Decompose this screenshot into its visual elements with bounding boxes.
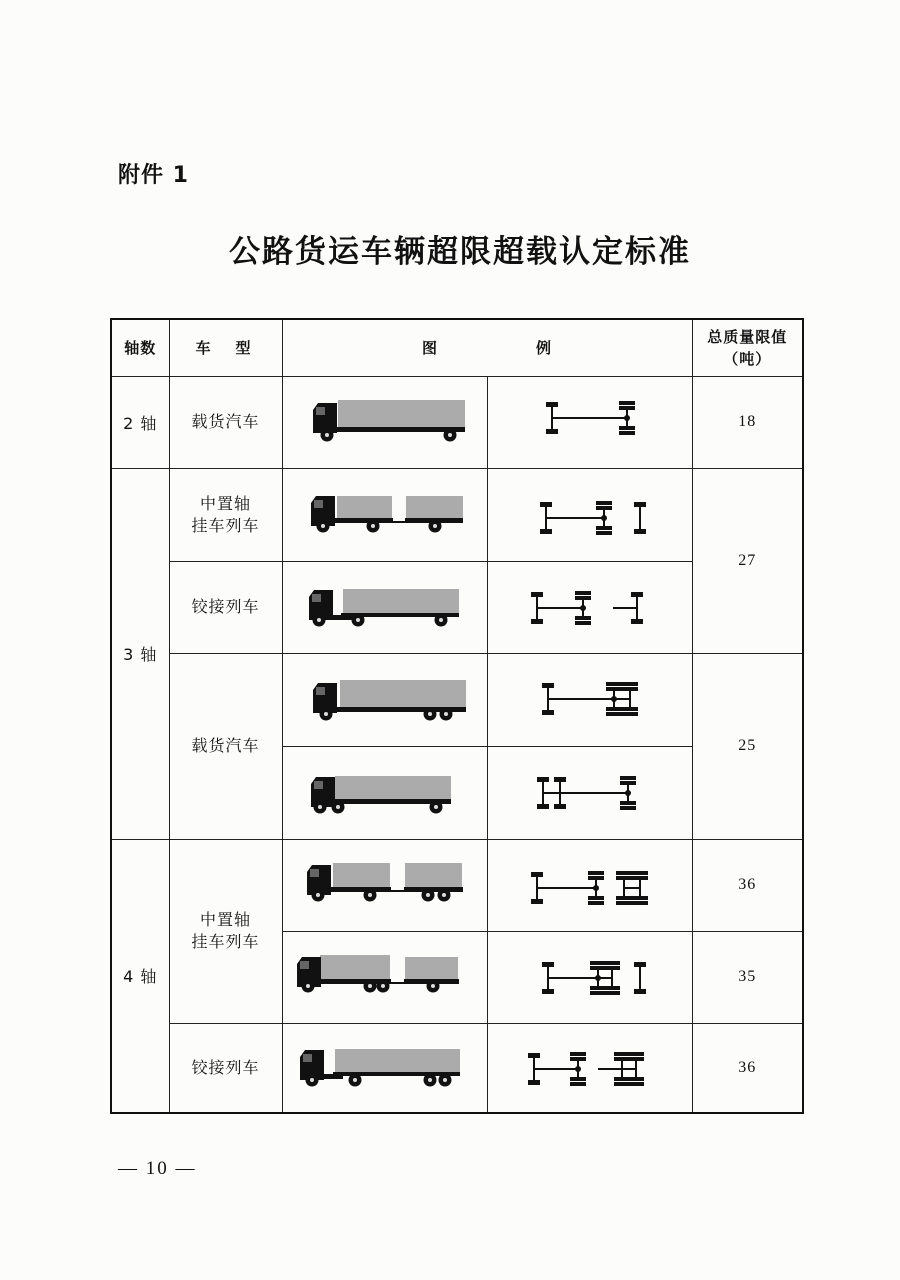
- articulated-4-axle-illustration: [283, 1024, 488, 1112]
- wheel: [363, 980, 376, 993]
- wheel: [316, 519, 329, 532]
- header-figure: [282, 319, 692, 376]
- vehicle-type-cell: [169, 376, 282, 468]
- vehicle-type-line: 挂车列车: [191, 932, 260, 951]
- axle-diagram-2-axle: [488, 378, 693, 466]
- table-row: [111, 1023, 803, 1113]
- axle-diagram-4-axle-articulated: [488, 1024, 693, 1112]
- wheel: [421, 889, 434, 902]
- wheel: [313, 800, 326, 813]
- wheel: [376, 980, 389, 993]
- wheel: [311, 889, 324, 902]
- wheel: [423, 1073, 436, 1086]
- vehicle-type-line: 铰接列车: [191, 1057, 260, 1077]
- drawbar: [391, 521, 407, 523]
- header-figure-right: 例: [536, 339, 553, 358]
- header-figure-left: 图: [421, 339, 438, 358]
- weight-limit-cell: 36: [692, 1023, 803, 1113]
- vehicle-type-cell: [169, 653, 282, 839]
- wheel: [443, 429, 456, 442]
- vehicle-type-cell: [169, 561, 282, 653]
- table-row: [111, 376, 803, 468]
- vehicle-picture-cell: [282, 561, 487, 653]
- wheel: [320, 429, 333, 442]
- page-title: 公路货运车辆超限超载认定标准: [229, 234, 691, 270]
- axle-diagram-3-axle-trailer: [488, 471, 693, 559]
- table-row: [111, 653, 803, 746]
- vehicle-picture-cell: [282, 468, 487, 561]
- header-weight-limit-line1: 总质量限值: [707, 327, 788, 346]
- header-vehicle-type-label: 车 型: [195, 339, 256, 358]
- vehicle-picture-cell: [282, 931, 487, 1023]
- cargo-box: [337, 496, 392, 519]
- wheel: [305, 1073, 318, 1086]
- truck-3-axle-rear-tandem-illustration: [283, 656, 488, 744]
- trailer-cargo-box: [405, 863, 462, 888]
- wheel: [331, 800, 344, 813]
- vehicle-type-line: 载货汽车: [191, 412, 260, 431]
- cargo-box: [320, 955, 390, 980]
- trailer-chassis: [404, 887, 463, 892]
- drive-hub: [595, 975, 601, 981]
- axle-diagram-3-axle-front-tandem: [488, 749, 693, 837]
- trailer-cargo-box: [405, 957, 458, 980]
- cargo-box: [340, 680, 466, 708]
- weight-limit-cell: 35: [692, 931, 803, 1023]
- axle-diagram-cell: [487, 376, 692, 468]
- weight-limit-cell: 36: [692, 839, 803, 931]
- truck-2-axle-illustration: [283, 378, 488, 466]
- vehicle-picture-cell: [282, 746, 487, 839]
- overload-standard-table: [110, 318, 804, 1114]
- header-vehicle-type: [169, 319, 282, 376]
- page-number: — 10 —: [118, 1158, 197, 1179]
- wheel: [312, 614, 325, 627]
- axle-diagram-cell: [487, 561, 692, 653]
- trailer-cargo-box: [406, 496, 463, 519]
- truck-trailer-4-axle-illustration: [283, 841, 488, 929]
- trailer-single-axle: [634, 962, 646, 994]
- wheel: [426, 980, 439, 993]
- vehicle-type-cell: [169, 1023, 282, 1113]
- wheel: [428, 519, 441, 532]
- trailer-single-axle: [634, 502, 646, 534]
- axle-diagram-3-axle-articulated: [488, 563, 693, 651]
- truck-3-axle-front-tandem-illustration: [283, 749, 488, 837]
- drive-hub: [593, 885, 599, 891]
- drive-hub: [625, 790, 631, 796]
- attachment-label: 附件 1: [118, 163, 189, 188]
- weight-limit-cell: 27: [692, 468, 803, 653]
- vehicle-type-line: 挂车列车: [191, 515, 260, 535]
- drive-hub: [611, 696, 617, 702]
- drive-hub: [624, 415, 630, 421]
- weight-limit-cell: 25: [692, 653, 803, 839]
- wheel: [363, 889, 376, 902]
- wheel: [319, 707, 332, 720]
- wheel: [351, 614, 364, 627]
- articulated-3-axle-illustration: [283, 563, 488, 651]
- header-axles: 轴数: [111, 319, 169, 376]
- wheel: [438, 1073, 451, 1086]
- axle-diagram-cell: [487, 468, 692, 561]
- truck-3-axle-with-trailer-illustration: [283, 933, 488, 1021]
- chassis: [321, 427, 465, 432]
- vehicle-picture-cell: [282, 839, 487, 931]
- vehicle-picture-cell: [282, 653, 487, 746]
- axle-count-cell: 3 轴: [111, 468, 169, 839]
- truck-trailer-3-axle-illustration: [283, 471, 488, 559]
- vehicle-type-cell: [169, 839, 282, 1023]
- vehicle-type-cell: [169, 468, 282, 561]
- cargo-box: [338, 400, 465, 428]
- vehicle-type-line: 中置轴: [199, 493, 251, 513]
- table-header-row: [111, 319, 803, 376]
- axle-diagram-4-axle-trailer-a: [488, 841, 693, 929]
- axle-diagram-cell: [487, 839, 692, 931]
- axle-count-cell: 4 轴: [111, 839, 169, 1113]
- cargo-box: [335, 776, 451, 800]
- vehicle-type-line: 铰接列车: [191, 597, 260, 616]
- wheel: [301, 980, 314, 993]
- wheel: [429, 800, 442, 813]
- wheel: [439, 707, 452, 720]
- drive-hub: [601, 515, 607, 521]
- header-weight-limit-line2: （吨）: [723, 349, 772, 368]
- axle-diagram-cell: [487, 931, 692, 1023]
- weight-limit-cell: 18: [692, 376, 803, 468]
- table-row: [111, 468, 803, 561]
- axle-diagram-cell: [487, 653, 692, 746]
- wheel: [434, 614, 447, 627]
- wheel: [348, 1073, 361, 1086]
- vehicle-type-line: 中置轴: [199, 910, 251, 929]
- axle-diagram-3-axle-rear-tandem: [488, 656, 693, 744]
- semitrailer-box: [335, 1049, 460, 1073]
- wheel: [437, 889, 450, 902]
- axle-diagram-cell: [487, 1023, 692, 1113]
- cargo-box: [333, 863, 390, 888]
- header-weight-limit: [692, 319, 803, 376]
- cab: [313, 403, 337, 433]
- table-row: [111, 839, 803, 931]
- wheel: [366, 519, 379, 532]
- axle-diagram-cell: [487, 746, 692, 839]
- axle-count-cell: 2 轴: [111, 376, 169, 468]
- drive-hub: [575, 1066, 581, 1072]
- wheel: [423, 707, 436, 720]
- axle-diagram-4-axle-trailer-b: [488, 933, 693, 1021]
- vehicle-picture-cell: [282, 1023, 487, 1113]
- vehicle-type-line: 载货汽车: [191, 736, 260, 755]
- vehicle-picture-cell: [282, 376, 487, 468]
- drive-hub: [580, 605, 586, 611]
- semitrailer-box: [343, 589, 459, 614]
